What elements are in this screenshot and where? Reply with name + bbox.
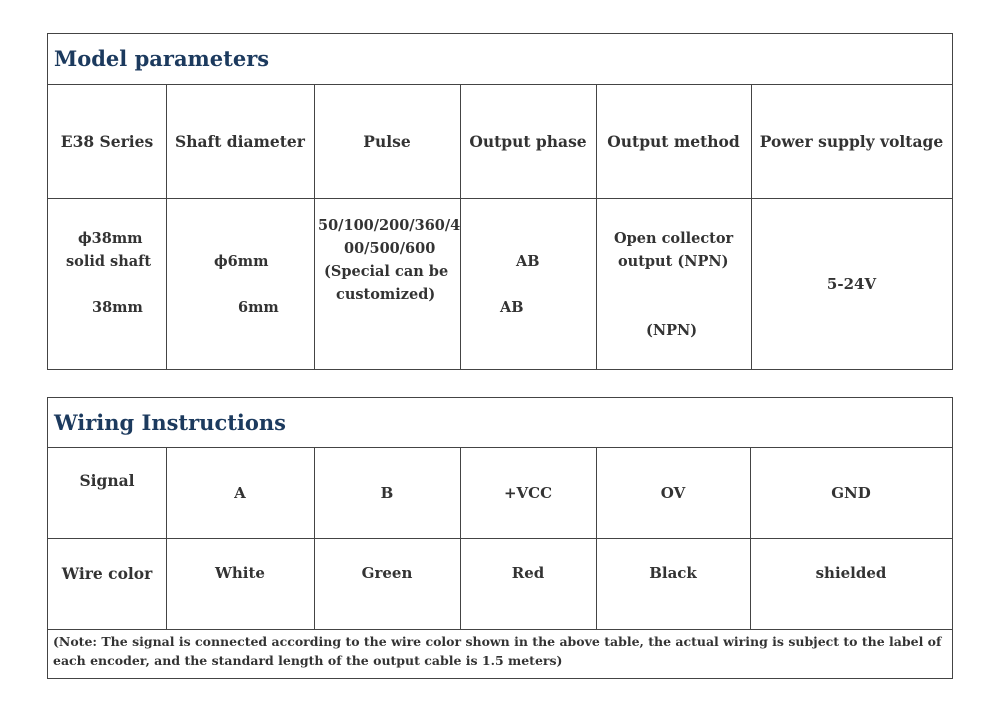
wire-color-green: Green	[361, 564, 413, 582]
pulse-values-line1: 50/100/200/360/4	[318, 217, 461, 234]
output-phase-value: AB	[516, 253, 540, 270]
model-parameters-table	[47, 33, 953, 370]
shaft-diameter-value: ϕ6mm	[214, 253, 269, 270]
header-output-method: Output method	[607, 131, 740, 151]
signal-vcc: +VCC	[503, 483, 553, 502]
header-output-phase: Output phase	[469, 131, 587, 151]
power-supply-value: 5-24V	[826, 274, 877, 293]
wire-color-black: Black	[649, 564, 697, 582]
header-series: E38 Series	[60, 131, 154, 151]
pulse-note-line1: (Special can be	[324, 263, 449, 280]
divider	[48, 629, 952, 630]
pulse-values-line2: 00/500/600	[344, 240, 436, 257]
pulse-note-line2: customized)	[336, 286, 436, 303]
signal-gnd: GND	[831, 483, 871, 502]
series-shaft-type: solid shaft	[66, 253, 152, 270]
wiring-instructions-title: Wiring Instructions	[54, 410, 287, 435]
series-length: 38mm	[92, 299, 143, 316]
wire-color-red: Red	[511, 564, 545, 582]
signal-a: A	[234, 483, 246, 502]
wire-color-shielded: shielded	[815, 564, 887, 582]
signal-label: Signal	[79, 470, 135, 490]
wiring-instructions-table	[47, 397, 953, 679]
output-phase-value-2: AB	[500, 299, 524, 316]
output-method-line1: Open collector	[614, 230, 734, 247]
wiring-note: (Note: The signal is connected according to the wire color shown in the above table, the actual wiring is subject to the label of each encoder, and the standard length of the output cable is 1.5 meters)	[53, 634, 942, 668]
series-diameter: ϕ38mm	[78, 230, 143, 247]
signal-ov: OV	[660, 483, 686, 502]
shaft-length-value: 6mm	[238, 299, 279, 316]
model-parameters-title: Model parameters	[54, 46, 270, 71]
signal-b: B	[380, 483, 394, 502]
header-shaft-diameter: Shaft diameter	[175, 131, 305, 151]
header-pulse: Pulse	[363, 131, 411, 151]
wire-color-white: White	[215, 564, 265, 582]
header-power-supply: Power supply voltage	[759, 131, 944, 151]
output-method-line2: output (NPN)	[618, 253, 729, 270]
wire-color-label: Wire color	[61, 563, 153, 583]
output-method-line3: (NPN)	[646, 322, 698, 339]
